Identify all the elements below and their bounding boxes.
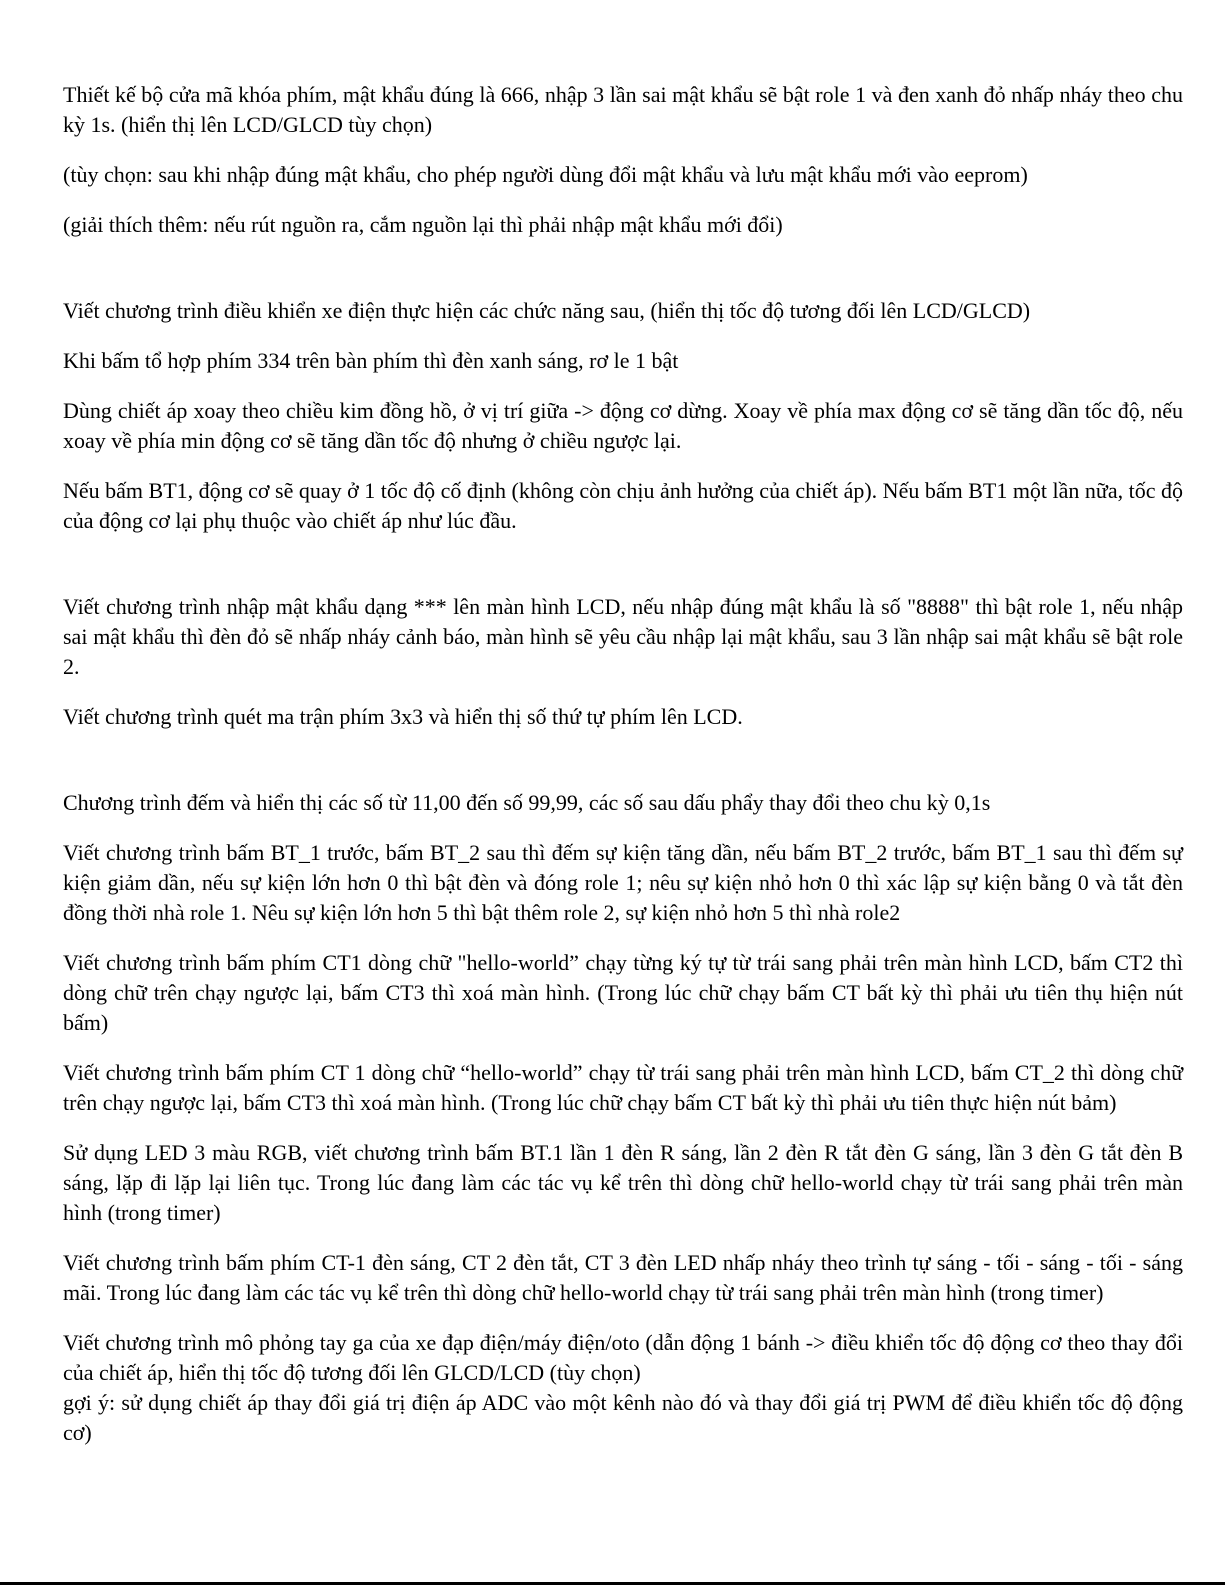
paragraph-line: Viết chương trình nhập mật khẩu dạng *** lên màn hình LCD, nếu nhập đúng mật khẩu là số "8888" thì bật role 1, nếu nhập sai mật khẩu thì đèn đỏ sẽ nhấp nháy cảnh báo, màn hình sẽ yêu cầu nhập lại mật khẩu, sau 3 lần nhập sai mật khẩu sẽ bật role 2. — [63, 594, 1183, 679]
paragraph-spacer — [63, 556, 1183, 592]
paragraph — [63, 702, 1183, 732]
paragraph-spacer — [63, 260, 1183, 296]
paragraph-line: Thiết kế bộ cửa mã khóa phím, mật khẩu đúng là 666, nhập 3 lần sai mật khẩu sẽ bật role 1 và đen xanh đỏ nhấp nháy theo chu kỳ 1s. (hiển thị lên LCD/GLCD tùy chọn) — [63, 82, 1183, 137]
paragraph — [63, 1248, 1183, 1308]
paragraph-line: Dùng chiết áp xoay theo chiều kim đồng hồ, ở vị trí giữa -> động cơ dừng. Xoay về phía max động cơ sẽ tăng dần tốc độ, nếu xoay về phía min động cơ sẽ tăng dần tốc độ nhưng ở chiều ngược lại. — [63, 398, 1183, 453]
paragraph-line: Sử dụng LED 3 màu RGB, viết chương trình bấm BT.1 lần 1 đèn R sáng, lần 2 đèn R tắt đèn G sáng, lần 3 đèn G tắt đèn B sáng, lặp đi lặp lại liên tục. Trong lúc đang làm các tác vụ kể trên thì dòng chữ hello-world chạy từ trái sang phải trên màn hình (trong timer) — [63, 1140, 1183, 1225]
paragraph — [63, 396, 1183, 456]
paragraph — [63, 838, 1183, 928]
paragraph-line: Khi bấm tổ hợp phím 334 trên bàn phím thì đèn xanh sáng, rơ le 1 bật — [63, 348, 679, 373]
paragraph — [63, 1138, 1183, 1228]
paragraph — [63, 346, 1183, 376]
paragraph — [63, 948, 1183, 1038]
paragraph-spacer — [63, 752, 1183, 788]
paragraph-line: (tùy chọn: sau khi nhập đúng mật khẩu, cho phép người dùng đổi mật khẩu và lưu mật khẩu mới vào eeprom) — [63, 162, 1028, 187]
paragraph-line: gợi ý: sử dụng chiết áp thay đổi giá trị điện áp ADC vào một kênh nào đó và thay đổi giá trị PWM để điều khiển tốc độ động cơ) — [63, 1390, 1183, 1445]
paragraph — [63, 788, 1183, 818]
paragraph-line: Chương trình đếm và hiển thị các số từ 11,00 đến số 99,99, các số sau dấu phẩy thay đổi theo chu kỳ 0,1s — [63, 790, 991, 815]
paragraph-line: Viết chương trình mô phỏng tay ga của xe đạp điện/máy điện/oto (dẫn động 1 bánh -> điều khiển tốc độ động cơ theo thay đổi của chiết áp, hiển thị tốc độ tương đối lên GLCD/LCD (tùy chọn) — [63, 1330, 1183, 1385]
paragraph — [63, 476, 1183, 536]
paragraph — [63, 80, 1183, 140]
paragraph-line: Nếu bấm BT1, động cơ sẽ quay ở 1 tốc độ cố định (không còn chịu ảnh hưởng của chiết áp). Nếu bấm BT1 một lần nữa, tốc độ của động cơ lại phụ thuộc vào chiết áp như lúc đầu. — [63, 478, 1183, 533]
paragraph — [63, 1328, 1183, 1448]
paragraph-line: (giải thích thêm: nếu rút nguồn ra, cắm nguồn lại thì phải nhập mật khẩu mới đổi) — [63, 212, 783, 237]
paragraph-line: Viết chương trình quét ma trận phím 3x3 và hiển thị số thứ tự phím lên LCD. — [63, 704, 743, 729]
paragraph — [63, 160, 1183, 190]
paragraph-line: Viết chương trình điều khiển xe điện thực hiện các chức năng sau, (hiển thị tốc độ tương đối lên LCD/GLCD) — [63, 298, 1031, 323]
paragraph-line: Viết chương trình bấm phím CT 1 dòng chữ “hello-world” chạy từ trái sang phải trên màn hình LCD, bấm CT_2 thì dòng chữ trên chạy ngược lại, bấm CT3 thì xoá màn hình. (Trong lúc chữ chạy bấm CT bất kỳ thì phải ưu tiên thực hiện nút bảm) — [63, 1060, 1183, 1115]
paragraph — [63, 210, 1183, 240]
paragraph — [63, 1058, 1183, 1118]
paragraph — [63, 592, 1183, 682]
paragraph-line: Viết chương trình bấm phím CT1 dòng chữ "hello-world” chạy từng ký tự từ trái sang phải trên màn hình LCD, bấm CT2 thì dòng chữ trên chạy ngược lại, bấm CT3 thì xoá màn hình. (Trong lúc chữ chạy bấm CT bất kỳ thì phải ưu tiên thụ hiện nút bấm) — [63, 950, 1183, 1035]
paragraph — [63, 296, 1183, 326]
paragraph-line: Viết chương trình bấm BT_1 trước, bấm BT_2 sau thì đếm sự kiện tăng dần, nếu bấm BT_2 trước, bấm BT_1 sau thì đếm sự kiện giảm dần, nếu sự kiện lớn hơn 0 thì bật đèn và đóng role 1; nêu sự kiện nhỏ hơn 0 thì xác lập sự kiện bằng 0 và tắt đèn đồng thời nhà role 1. Nêu sự kiện lớn hơn 5 thì bật thêm role 2, sự kiện nhỏ hơn 5 thì nhà role2 — [63, 840, 1183, 925]
paragraph-line: Viết chương trình bấm phím CT-1 đèn sáng, CT 2 đèn tắt, CT 3 đèn LED nhấp nháy theo trình tự sáng - tối - sáng - tối - sáng mãi. Trong lúc đang làm các tác vụ kể trên thì dòng chữ hello-world chạy từ trái sang phải trên màn hình (trong timer) — [63, 1250, 1183, 1305]
